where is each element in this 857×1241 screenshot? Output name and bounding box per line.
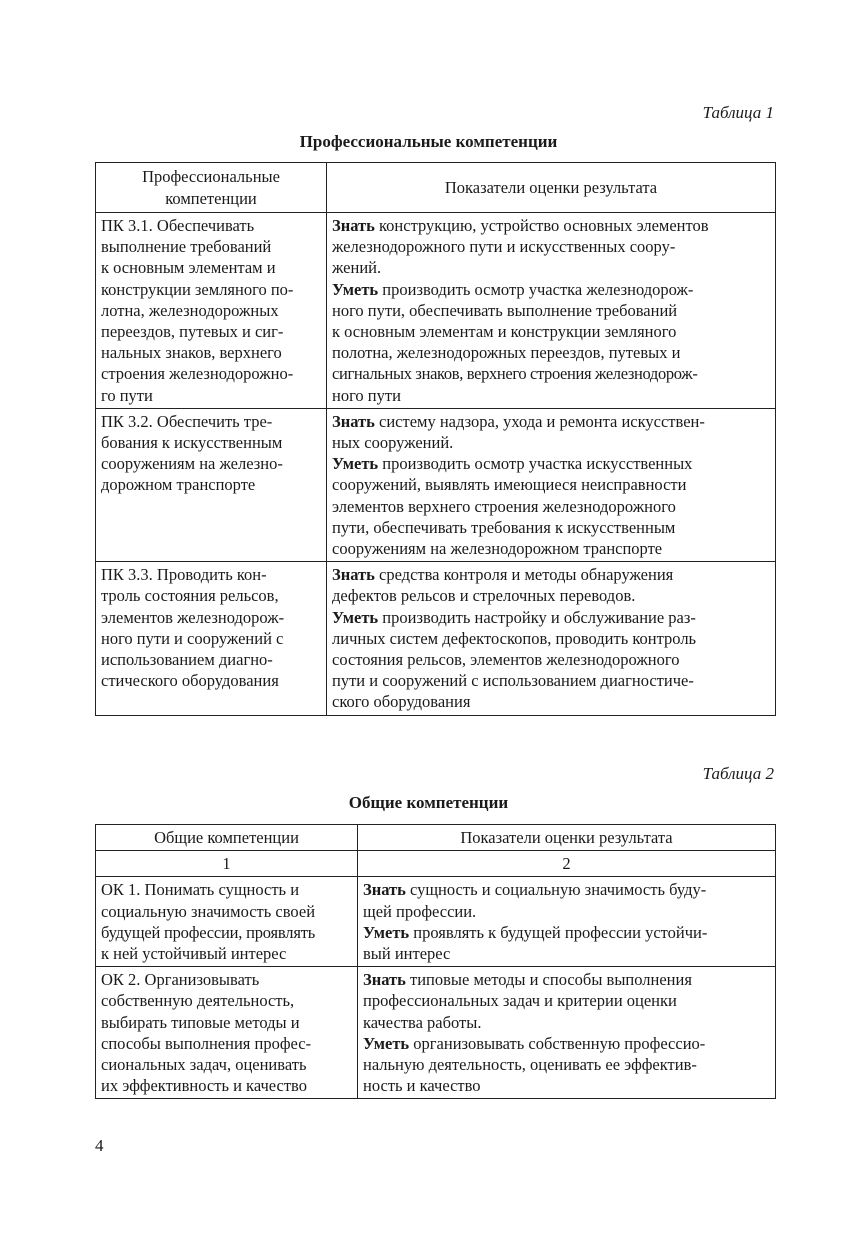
keyword: Знать xyxy=(332,216,375,235)
text-line: ПК 3.3. Проводить кон- xyxy=(101,565,267,585)
line-text: личных систем дефектоскопов, проводить контроль xyxy=(332,628,697,648)
line-text: элементов верхнего строения железнодорожного xyxy=(332,496,676,516)
competency-cell xyxy=(96,967,358,1099)
line-text: производить настройку и обслуживание раз- xyxy=(378,607,696,627)
line-text: полотна, железнодорожных переездов, путевых и xyxy=(332,343,681,363)
text-line: ОК 1. Понимать сущность и xyxy=(101,880,300,900)
keyword: Знать xyxy=(332,565,375,585)
text-line xyxy=(332,236,770,257)
keyword: Уметь xyxy=(332,279,379,299)
text-line: дорожном транспорте xyxy=(101,475,256,495)
line-text: производить осмотр участка искусственных xyxy=(378,454,693,474)
text-line xyxy=(332,453,770,474)
keyword: Уметь xyxy=(363,922,410,942)
text-line: строения железнодорожно- xyxy=(101,364,294,384)
table1-header-indicators: Показатели оценки результата xyxy=(327,163,776,213)
indicator-cell xyxy=(327,562,776,715)
text-line xyxy=(332,517,770,538)
line-text: сооружений, выявлять имеющиеся неисправности xyxy=(332,475,687,495)
line-text: пути и сооружений с использованием диагностиче- xyxy=(332,671,694,691)
competency-cell xyxy=(96,408,327,561)
text-line: переездов, путевых и сиг- xyxy=(101,322,284,342)
text-line xyxy=(332,649,770,670)
text-line xyxy=(363,1075,770,1096)
text-line xyxy=(363,922,770,943)
line-text: ных сооружений. xyxy=(332,433,454,453)
table1-label: Таблица 1 xyxy=(702,103,774,122)
line-text: типовые методы и способы выполнения xyxy=(405,970,692,990)
text-line: собственную деятельность, xyxy=(101,991,295,1011)
table2-header-indicators: Показатели оценки результата xyxy=(358,825,776,851)
table2-title: Общие компетенции xyxy=(348,793,509,812)
line-text: профессиональных задач и критерии оценки xyxy=(363,991,677,1011)
text-line: сооружениям на железно- xyxy=(101,454,283,474)
text-line xyxy=(332,432,770,453)
text-line xyxy=(363,990,770,1011)
competency-cell xyxy=(96,562,327,715)
text-line xyxy=(332,279,770,300)
text-line xyxy=(363,1054,770,1075)
general-competencies-table xyxy=(95,824,776,1099)
text-line: лотна, железнодорожных xyxy=(101,300,279,320)
line-text: конструкцию, устройство основных элементов xyxy=(374,216,709,235)
text-line xyxy=(332,628,770,649)
text-line: будущей профессии, проявлять xyxy=(101,922,316,942)
text-line xyxy=(332,670,770,691)
indicator-cell xyxy=(327,408,776,561)
indicator-cell xyxy=(327,213,776,409)
text-line: ОК 2. Организовывать xyxy=(101,970,260,990)
text-line: способы выполнения профес- xyxy=(101,1033,312,1053)
text-line: сиональных задач, оценивать xyxy=(101,1055,307,1075)
text-line: ного пути и сооружений с xyxy=(101,628,284,648)
line-text: ного пути xyxy=(332,385,401,405)
line-text: качества работы. xyxy=(363,1012,482,1032)
text-line: конструкции земляного по- xyxy=(101,279,294,299)
text-line xyxy=(332,411,770,432)
text-line xyxy=(363,879,770,900)
text-line: го пути xyxy=(101,385,153,405)
text-line: их эффективность и качество xyxy=(101,1076,307,1096)
line-text: дефектов рельсов и стрелочных переводов. xyxy=(332,586,636,606)
text-line: ПК 3.2. Обеспечить тре- xyxy=(101,411,273,431)
text-line xyxy=(363,1033,770,1054)
table2-header-row xyxy=(96,825,776,851)
text-line: ПК 3.1. Обеспечивать xyxy=(101,216,255,235)
table-row xyxy=(96,562,776,715)
table-row xyxy=(96,877,776,967)
text-line xyxy=(332,538,770,559)
keyword: Уметь xyxy=(332,454,379,474)
text-line: элементов железнодорож- xyxy=(101,607,285,627)
line-text: организовывать собственную профессио- xyxy=(409,1033,706,1053)
competency-cell xyxy=(96,877,358,967)
keyword: Знать xyxy=(363,880,406,900)
line-text: ного пути, обеспечивать выполнение требований xyxy=(332,300,678,320)
table1-header-competencies xyxy=(96,163,327,213)
text-line xyxy=(332,257,770,278)
page-number: 4 xyxy=(95,1136,104,1155)
text-line xyxy=(332,496,770,517)
text-line: выбирать типовые методы и xyxy=(101,1012,300,1032)
competency-cell xyxy=(96,213,327,409)
text-line xyxy=(332,363,770,384)
text-line: троль состояния рельсов, xyxy=(101,586,279,606)
text-line xyxy=(332,215,770,236)
table1-header-row xyxy=(96,163,776,213)
text-line xyxy=(332,385,770,406)
line-text: сооружениям на железнодорожном транспорте xyxy=(332,539,663,559)
line-text: систему надзора, ухода и ремонта искусствен- xyxy=(374,411,705,431)
indicator-cell xyxy=(358,967,776,1099)
line-text: производить осмотр участка железнодорож- xyxy=(378,279,694,299)
line-text: сигнальных знаков, верхнего строения железнодорож- xyxy=(332,364,698,384)
text-line: нальных знаков, верхнего xyxy=(101,343,282,363)
line-text: средства контроля и методы обнаружения xyxy=(374,565,674,585)
table2-numbering-row xyxy=(96,851,776,877)
line-text: ского оборудования xyxy=(332,692,471,712)
text-line: выполнение требований xyxy=(101,237,272,257)
line-text: щей профессии. xyxy=(363,901,477,921)
table1-title: Профессиональные компетенции xyxy=(299,132,558,151)
line-text: нальную деятельность, оценивать ее эффектив- xyxy=(363,1055,697,1075)
table1-header-col1-line: Профессиональные xyxy=(142,167,280,187)
line-text: железнодорожного пути и искусственных соору- xyxy=(332,237,676,257)
table2-header-competencies: Общие компетенции xyxy=(96,825,358,851)
text-line: к ней устойчивый интерес xyxy=(101,944,287,964)
text-line: к основным элементам и xyxy=(101,258,276,278)
text-line xyxy=(332,585,770,606)
table-row xyxy=(96,213,776,409)
column-number: 1 xyxy=(96,851,358,877)
table2-label: Таблица 2 xyxy=(702,764,774,783)
line-text: вый интерес xyxy=(363,944,451,964)
text-line xyxy=(332,691,770,712)
line-text: состояния рельсов, элементов железнодорожного xyxy=(332,650,680,670)
text-line: социальную значимость своей xyxy=(101,901,316,921)
column-number: 2 xyxy=(358,851,776,877)
keyword: Уметь xyxy=(332,607,379,627)
keyword: Знать xyxy=(363,970,406,990)
text-line: стического оборудования xyxy=(101,671,279,691)
text-line xyxy=(332,564,770,585)
text-line xyxy=(363,969,770,990)
keyword: Знать xyxy=(332,411,375,431)
keyword: Уметь xyxy=(363,1033,410,1053)
line-text: сущность и социальную значимость буду- xyxy=(405,880,707,900)
line-text: пути, обеспечивать требования к искусственным xyxy=(332,517,676,537)
line-text: жений. xyxy=(332,258,382,278)
line-text: проявлять к будущей профессии устойчи- xyxy=(409,922,708,942)
line-text: ность и качество xyxy=(363,1076,481,1096)
table-row xyxy=(96,408,776,561)
text-line xyxy=(332,342,770,363)
text-line xyxy=(332,607,770,628)
text-line: бования к искусственным xyxy=(101,433,283,453)
text-line xyxy=(363,943,770,964)
text-line xyxy=(332,474,770,495)
line-text: к основным элементам и конструкции земляного xyxy=(332,322,677,342)
text-line xyxy=(363,1012,770,1033)
text-line xyxy=(332,300,770,321)
text-line xyxy=(363,901,770,922)
indicator-cell xyxy=(358,877,776,967)
text-line xyxy=(332,321,770,342)
text-line: использованием диагно- xyxy=(101,650,273,670)
professional-competencies-table xyxy=(95,162,776,716)
table-row xyxy=(96,967,776,1099)
table1-header-col1-line: компетенции xyxy=(165,188,257,208)
